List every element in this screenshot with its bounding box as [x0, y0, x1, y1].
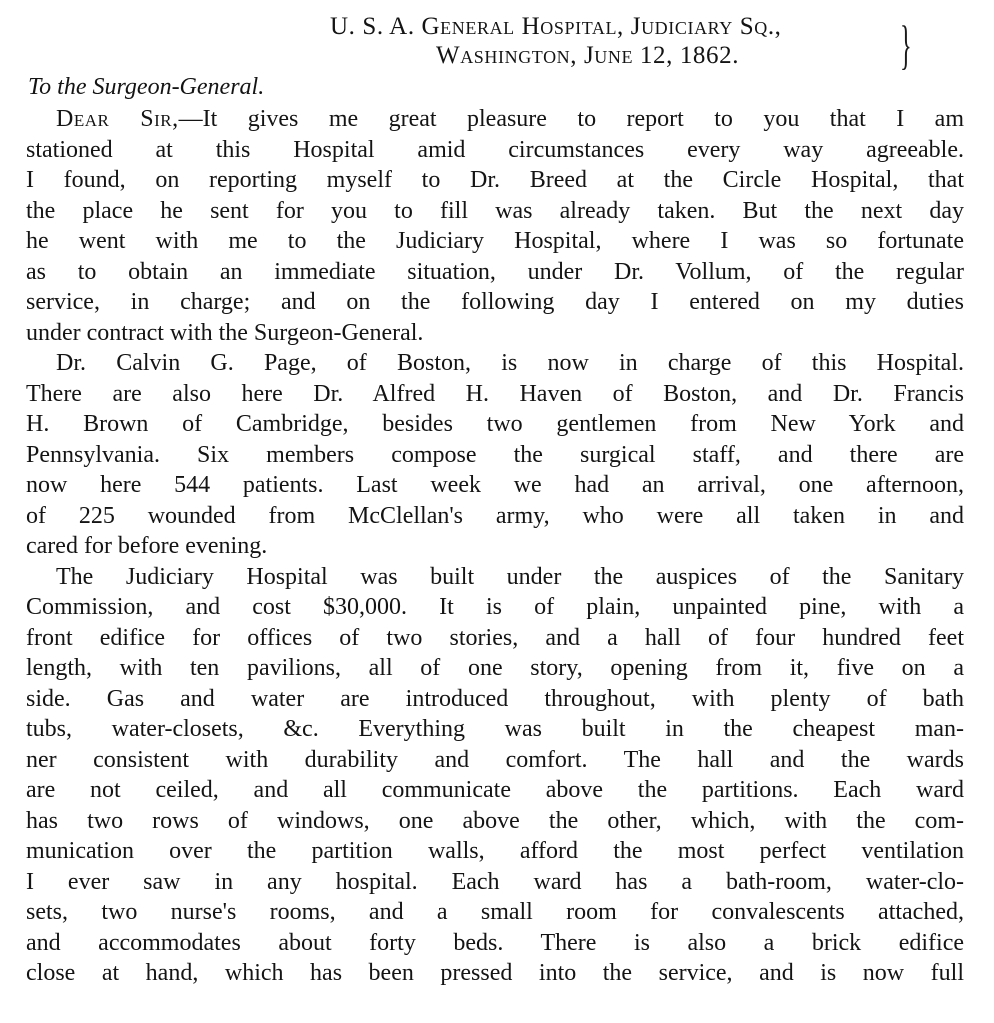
body-line: stationed at this Hospital amid circumstances every way agreeable. — [26, 136, 964, 163]
header-date-line: Washington, June 12, 1862. — [436, 42, 740, 69]
body-line: Pennsylvania. Six members compose the surgical staff, and there are — [26, 441, 964, 468]
body-line: length, with ten pavilions, all of one story, opening from it, five on a — [26, 655, 964, 681]
body-line: Dr. Calvin G. Page, of Boston, is now in charge of this Hospital. — [56, 350, 964, 376]
letter-header — [330, 12, 930, 75]
body-line: tubs, water-closets, &c. Everything was built in the cheapest man- — [26, 716, 964, 742]
body-line: of 225 wounded from McClellan's army, who were all taken in and — [26, 502, 964, 529]
body-line: front edifice for offices of two stories, and a hall of four hundred feet — [26, 624, 964, 651]
letter-body — [26, 104, 964, 989]
body-line: cared for before evening. — [26, 533, 268, 559]
body-line: are not ceiled, and all communicate above the partitions. Each ward — [26, 777, 964, 803]
body-line: as to obtain an immediate situation, under Dr. Vollum, of the regular — [26, 258, 964, 285]
body-line: and accommodates about forty beds. There is also a brick edifice — [26, 929, 964, 956]
body-line: H. Brown of Cambridge, besides two gentlemen from New York and — [26, 411, 964, 437]
body-line: under contract with the Surgeon-General. — [26, 319, 424, 346]
salutation-dear-sir: Dear Sir, — [56, 106, 179, 132]
body-line: I found, on reporting myself to Dr. Breed at the Circle Hospital, that — [26, 167, 964, 193]
body-line: munication over the partition walls, afford the most perfect ventilation — [26, 838, 964, 864]
body-line: Commission, and cost $30,000. It is of plain, unpainted pine, with a — [26, 594, 964, 620]
body-line: I ever saw in any hospital. Each ward has a bath-room, water-clo- — [26, 868, 964, 895]
salutation-recipient: To the Surgeon-General. — [28, 74, 265, 100]
body-line: sets, two nurse's rooms, and a small room for convalescents attached, — [26, 899, 964, 925]
body-line: There are also here Dr. Alfred H. Haven of Boston, and Dr. Francis — [26, 380, 964, 407]
body-line: he went with me to the Judiciary Hospital, where I was so fortunate — [26, 228, 964, 254]
body-line: has two rows of windows, one above the other, which, with the com- — [26, 807, 964, 834]
body-line: ner consistent with durability and comfort. The hall and the wards — [26, 746, 964, 773]
body-line: side. Gas and water are introduced throughout, with plenty of bath — [26, 685, 964, 712]
body-line: service, in charge; and on the following day I entered on my duties — [26, 289, 964, 315]
body-line: the place he sent for you to fill was already taken. But the next day — [26, 197, 964, 224]
header-brace: } — [900, 15, 912, 75]
body-line: now here 544 patients. Last week we had an arrival, one afternoon, — [26, 472, 964, 498]
body-line: close at hand, which has been pressed into the service, and is now full — [26, 960, 964, 986]
body-line: The Judiciary Hospital was built under the auspices of the Sanitary — [56, 563, 964, 590]
body-line: Dear Sir,—It gives me great pleasure to report to you that I am — [56, 106, 964, 132]
header-address-line: U. S. A. General Hospital, Judiciary Sq., — [330, 13, 782, 40]
